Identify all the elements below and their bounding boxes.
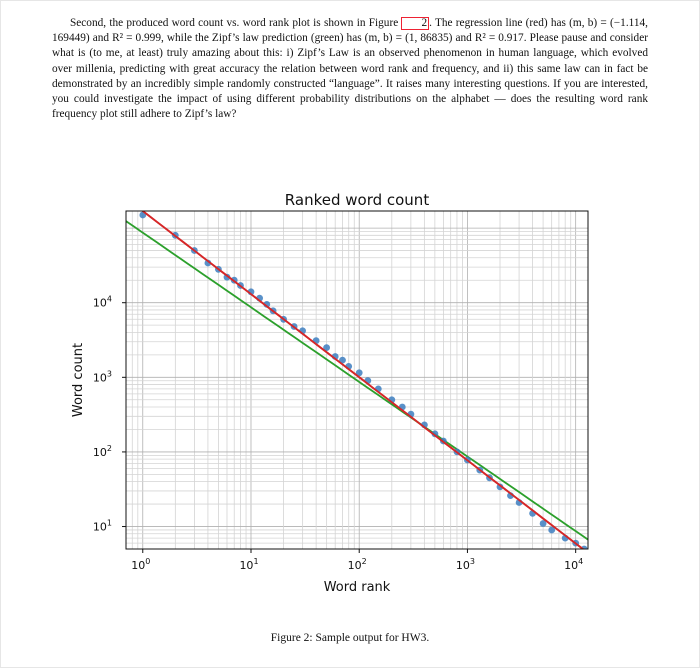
- paragraph-sentence-1: Second, the produced word count vs. word rank plot is shown in Figure: [70, 17, 399, 29]
- paragraph-sentence-2: . The regression line (red) has (m, b) = (−1.114, 169449) and R² = 0.999, while the Zipf’s law prediction (green) has (m, b) = (1, 86835) and R² = 0.917. Please pause and consider what is (to me, at least) truly amazing about this: i) Zipf’s Law is an observed phenomenon in human language, which evolved over millenia, predicting with great accuracy the relation between word rank and frequency, and ii) this same law can in fact be demonstrated by an incredibly simple randomly constructed “language”. It raises many interesting questions. If you are interested, you could investigate the impact of using different probability distributions on the alphabet — does the resulting word rank frequency plot still adhere to Zipf’s law?: [52, 17, 648, 121]
- y-tick-exponent: 1: [106, 518, 112, 528]
- x-tick-label: $10^1$: [239, 557, 259, 572]
- y-tick-label: $10^1$: [92, 518, 112, 534]
- figure-caption: Figure 2: Sample output for HW3.: [270, 632, 430, 644]
- axis-ticks: [93, 295, 583, 572]
- x-tick-label: $10^0$: [131, 557, 151, 572]
- y-tick-label: $10^3$: [92, 369, 112, 385]
- y-tick-exponent: 2: [106, 443, 112, 453]
- x-tick-label: $10^4$: [564, 557, 584, 572]
- x-tick-exponent: 2: [361, 557, 367, 566]
- y-axis-label: Word count: [71, 342, 86, 418]
- x-tick-exponent: 0: [145, 557, 151, 566]
- x-tick-exponent: 3: [469, 557, 475, 566]
- body-paragraph: [52, 16, 648, 122]
- x-tick-exponent: 4: [578, 557, 584, 566]
- x-tick-label: $10^3$: [455, 557, 475, 572]
- paragraph-text: [52, 16, 648, 122]
- y-tick-exponent: 3: [106, 369, 112, 379]
- x-axis-label: Word rank: [323, 580, 391, 595]
- ranked-word-count-chart: [60, 185, 620, 605]
- chart-title: Ranked word count: [284, 191, 430, 209]
- y-tick-exponent: 4: [106, 294, 112, 304]
- x-tick-exponent: 1: [253, 557, 259, 566]
- y-tick-label: $10^2$: [92, 443, 112, 459]
- x-tick-label: $10^2$: [347, 557, 367, 572]
- figure-reference-link[interactable]: 2: [401, 17, 429, 30]
- figure-2: [60, 185, 620, 605]
- y-tick-label: $10^4$: [92, 294, 112, 310]
